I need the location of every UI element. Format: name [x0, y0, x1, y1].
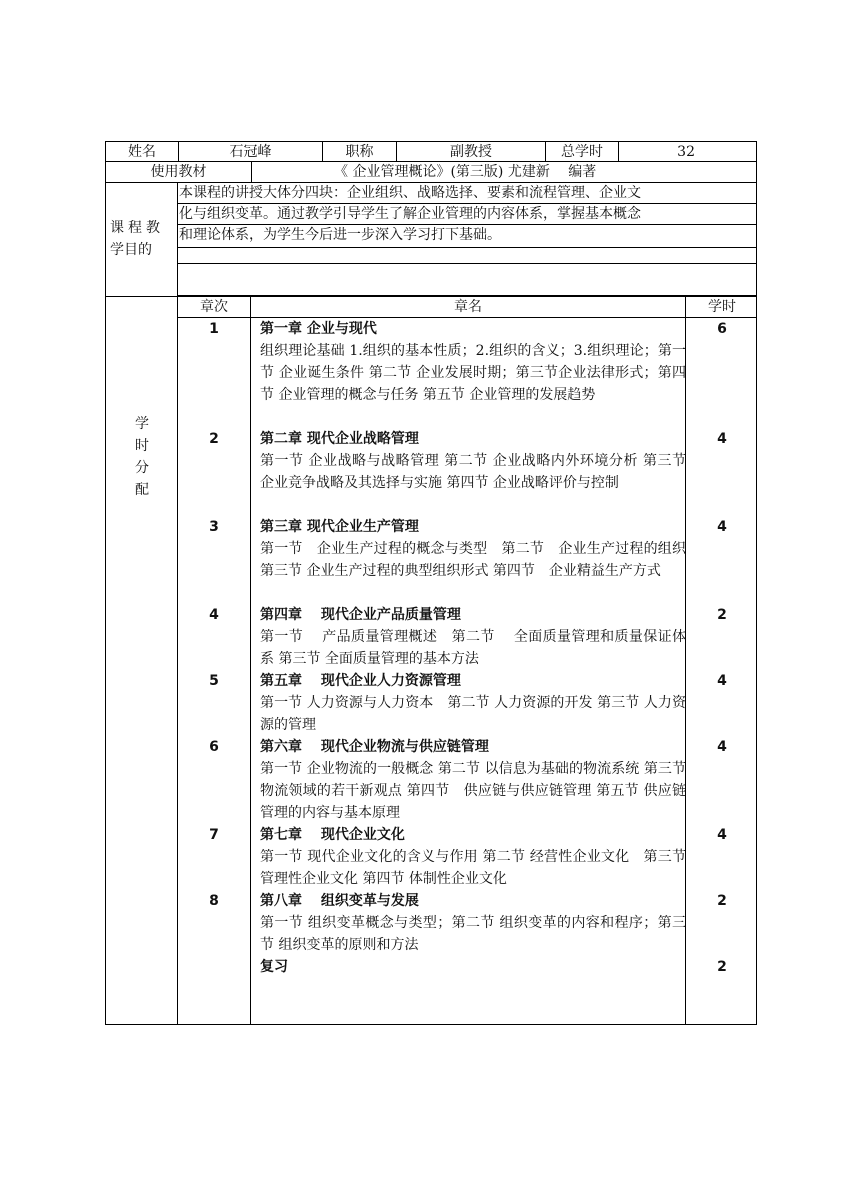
chapter-entry: [260, 890, 686, 956]
purpose-label-line2: 学目的: [110, 242, 152, 258]
chapter-sections: 第一节 组织变革概念与类型；第二节 组织变革的内容和程序；第三节 组织变革的原则和方法: [260, 915, 686, 953]
chapter-number: 8: [209, 893, 219, 909]
col-divider-1: [177, 297, 178, 1024]
chapter-sections: 第一节 现代企业文化的含义与作用 第二节 经营性企业文化 第三节 管理性企业文化 第四节 体制性企业文化: [260, 849, 686, 887]
chapter-title: 第六章 现代企业物流与供应链管理: [260, 739, 489, 755]
chapter-entry: [260, 956, 686, 978]
title-value: 副教授: [396, 142, 545, 161]
chapter-title: 第八章 组织变革与发展: [260, 893, 419, 909]
chapter-number: 5: [209, 673, 219, 689]
chapter-sections: 第一节 产品质量管理概述 第二节 全面质量管理和质量保证体系 第三节 全面质量管理的基本方法: [260, 629, 686, 667]
col-header-hours: 学时: [708, 299, 736, 315]
chapter-sections: 第一节 企业战略与战略管理 第二节 企业战略内外环境分析 第三节 企业竞争战略及其选择与实施 第四节 企业战略评价与控制: [260, 453, 686, 491]
purpose-lines: [177, 183, 757, 296]
chapter-hours: 4: [717, 827, 727, 843]
chapter-entry: [260, 516, 705, 582]
chapter-hours: 2: [717, 607, 727, 623]
chapter-number: 7: [209, 827, 219, 843]
chapter-number: 1: [209, 321, 219, 337]
purpose-line: 化与组织变革。通过教学引导学生了解企业管理的内容体系，掌握基本概念: [177, 204, 757, 225]
chapter-number: 2: [209, 431, 219, 447]
header-row: [105, 141, 757, 161]
textbook-value: 《 企业管理概论》(第三版) 尤建新 编著: [251, 162, 757, 182]
chapter-title: 第五章 现代企业人力资源管理: [260, 673, 461, 689]
chapter-entry: [260, 824, 686, 890]
chapter-hours: 6: [717, 321, 727, 337]
chapter-hours: 2: [717, 893, 727, 909]
chapter-title: 第二章 现代企业战略管理: [260, 431, 419, 447]
chapter-title: 第三章 现代企业生产管理: [260, 519, 419, 535]
col-header-chapter-no: 章次: [200, 299, 228, 315]
total-hours-label: 总学时: [545, 142, 618, 161]
chapter-entry: [260, 736, 686, 824]
chapter-hours: 4: [717, 673, 727, 689]
chapter-sections: 组织理论基础 1.组织的基本性质；2.组织的含义；3.组织理论；第一节 企业诞生条件 第二节 企业发展时期；第三节企业法律形式；第四节 企业管理的概念与任务 第五节 企业管理的发展趋势: [260, 343, 686, 403]
chapter-hours: 4: [717, 431, 727, 447]
purpose-line: [177, 264, 757, 296]
allocation-label-char: 学: [135, 416, 149, 432]
chapter-number: 6: [209, 739, 219, 755]
textbook-row: [105, 161, 757, 182]
hours-allocation-section: [105, 296, 757, 1025]
purpose-line: 和理论体系，为学生今后进一步深入学习打下基础。: [177, 225, 757, 248]
purpose-line: 本课程的讲授大体分四块：企业组织、战略选择、要素和流程管理、企业文: [177, 183, 757, 204]
chapter-entry: [260, 604, 686, 670]
chapter-hours: 4: [717, 739, 727, 755]
allocation-label-char: 时: [135, 438, 149, 454]
col-header-chapter-name: 章名: [454, 299, 482, 315]
chapter-title: 第七章 现代企业文化: [260, 827, 405, 843]
allocation-label-char: 配: [135, 482, 149, 498]
chapter-title: 第四章 现代企业产品质量管理: [260, 607, 461, 623]
chapter-number: 3: [209, 519, 219, 535]
name-value: 石冠峰: [178, 142, 322, 161]
chapter-title: 复习: [260, 959, 288, 975]
chapter-sections: 第一节 企业物流的一般概念 第二节 以信息为基础的物流系统 第三节 物流领域的若干新观点 第四节 供应链与供应链管理 第五节 供应链管理的内容与基本原理: [260, 761, 686, 821]
total-hours-value: 32: [618, 142, 757, 161]
chapter-entry: [260, 318, 686, 406]
allocation-label-char: 分: [135, 460, 149, 476]
chapter-hours: 4: [717, 519, 727, 535]
textbook-label: 使用教材: [150, 164, 207, 180]
chapter-hours: 2: [717, 959, 727, 975]
chapter-entry: [260, 428, 686, 494]
col-divider-2: [250, 297, 251, 1024]
chapter-title: 第一章 企业与现代: [260, 321, 377, 337]
chapter-entry: [260, 670, 686, 736]
course-purpose-section: [105, 182, 757, 296]
purpose-label-line1: 课程教: [110, 220, 164, 236]
chapter-sections: 第一节 人力资源与人力资本 第二节 人力资源的开发 第三节 人力资源的管理: [260, 695, 686, 733]
course-schedule-table: [105, 141, 757, 1025]
chapter-sections: 第一节 企业生产过程的概念与类型 第二节 企业生产过程的组织 第三节 企业生产过程的典型组织形式 第四节 企业精益生产方式: [260, 541, 705, 579]
purpose-line: [177, 248, 757, 264]
name-label: 姓名: [128, 143, 156, 160]
title-label: 职称: [322, 142, 396, 161]
chapter-number: 4: [209, 607, 219, 623]
